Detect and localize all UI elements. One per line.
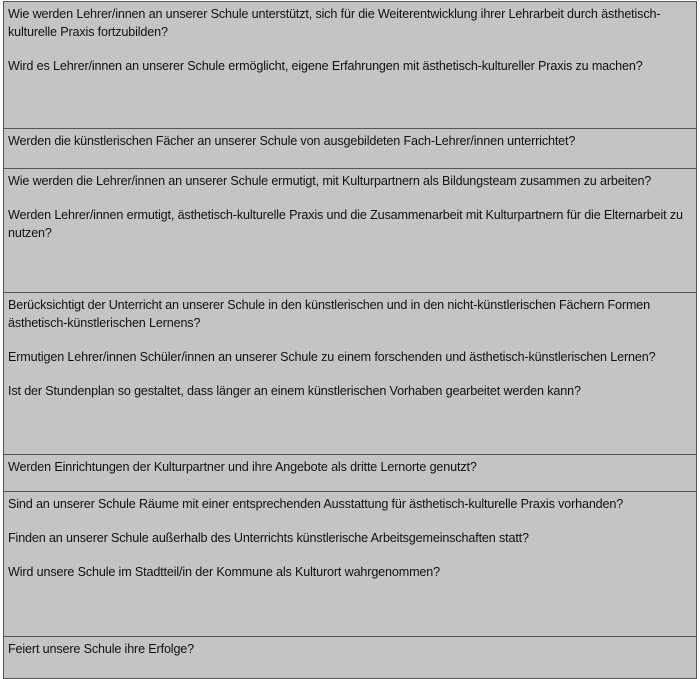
question-text: Berücksichtigt der Unterricht an unserer Schule in den künstlerischen und in den nicht-künstlerischen Fächern Formen ästhetisch-künstlerischen Lernens?	[8, 298, 651, 330]
question-text: Ermutigen Lehrer/innen Schüler/innen an unserer Schule zu einem forschenden und ästhetisch-künstlerischen Lernen?	[8, 350, 656, 364]
question-text: Wird unsere Schule im Stadtteil/in der Kommune als Kulturort wahrgenommen?	[8, 565, 440, 579]
table-row	[4, 455, 697, 492]
table-cell	[4, 455, 697, 492]
table-row	[4, 2, 697, 129]
table-row	[4, 492, 697, 637]
table-row	[4, 169, 697, 293]
question-text: Wird es Lehrer/innen an unserer Schule ermöglicht, eigene Erfahrungen mit ästhetisch-kultureller Praxis zu machen?	[8, 59, 643, 73]
question-text: Werden die künstlerischen Fächer an unserer Schule von ausgebildeten Fach-Lehrer/innen unterrichtet?	[8, 134, 576, 148]
question-text: Ist der Stundenplan so gestaltet, dass länger an einem künstlerischen Vorhaben gearbeitet werden kann?	[8, 384, 581, 398]
table-row	[4, 129, 697, 169]
question-text: Wie werden Lehrer/innen an unserer Schule unterstützt, sich für die Weiterentwicklung ihrer Lehrarbeit durch ästhetisch-kulturelle Praxis fortzubilden?	[8, 7, 661, 39]
table-row	[4, 637, 697, 679]
table-cell	[4, 293, 697, 455]
question-text: Werden Lehrer/innen ermutigt, ästhetisch-kulturelle Praxis und die Zusammenarbeit mit Kulturpartnern für die Elternarbeit zu nutzen?	[8, 208, 683, 240]
question-text: Werden Einrichtungen der Kulturpartner und ihre Angebote als dritte Lernorte genutzt?	[8, 460, 477, 474]
question-text: Feiert unsere Schule ihre Erfolge?	[8, 642, 195, 656]
table-row	[4, 293, 697, 455]
question-table	[3, 1, 697, 679]
table-cell	[4, 129, 697, 169]
table-cell	[4, 169, 697, 293]
table-cell	[4, 492, 697, 637]
question-text: Sind an unserer Schule Räume mit einer entsprechenden Ausstattung für ästhetisch-kulturelle Praxis vorhanden?	[8, 497, 624, 511]
table-cell	[4, 2, 697, 129]
question-text: Wie werden die Lehrer/innen an unserer Schule ermutigt, mit Kulturpartnern als Bildungsteam zusammen zu arbeiten?	[8, 174, 652, 188]
question-text: Finden an unserer Schule außerhalb des Unterrichts künstlerische Arbeitsgemeinschaften statt?	[8, 531, 529, 545]
table-cell	[4, 637, 697, 679]
